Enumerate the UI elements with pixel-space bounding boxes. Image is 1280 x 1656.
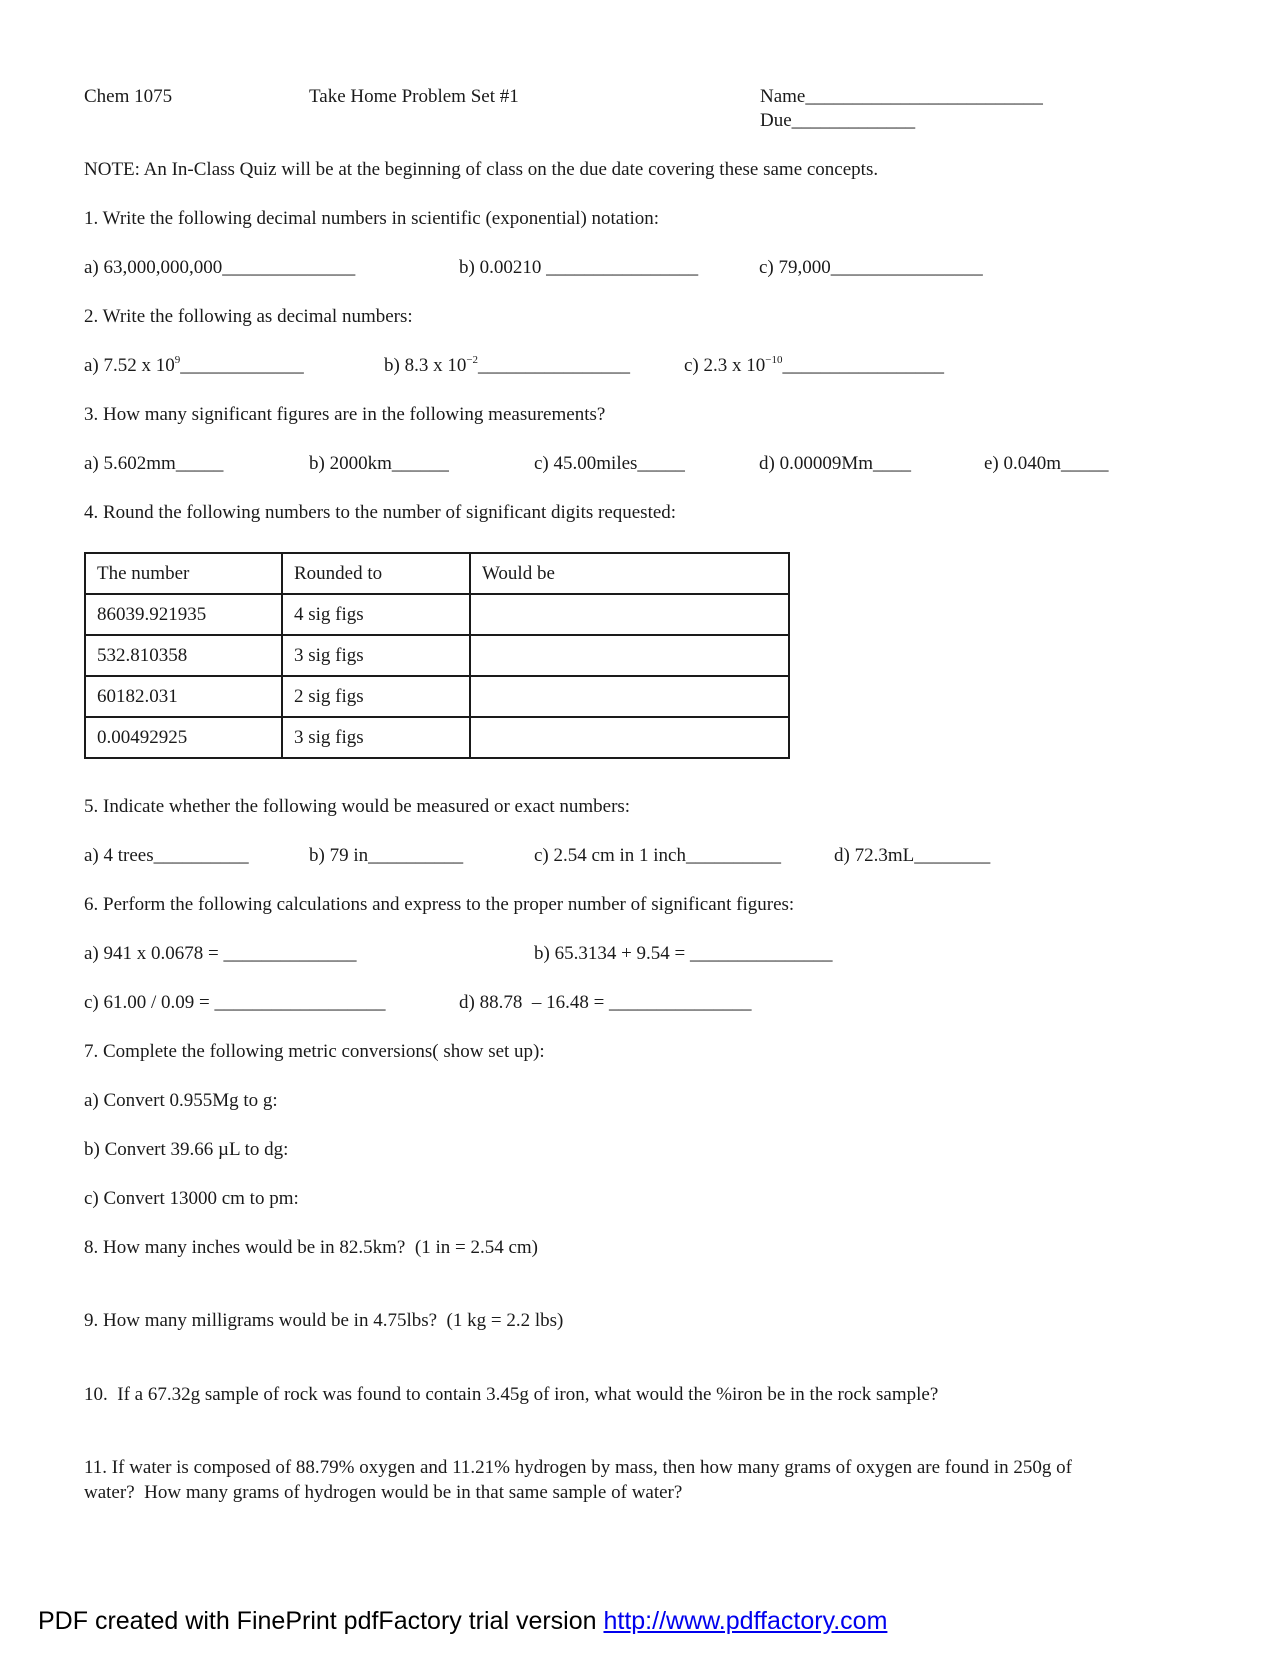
q2-b-exponent: −2 (466, 354, 479, 366)
q5-prompt: 5. Indicate whether the following would be measured or exact numbers: (84, 796, 631, 817)
q5-item-c: c) 2.54 cm in 1 inch__________ (534, 845, 781, 866)
q3-item-c: c) 45.00miles_____ (534, 453, 685, 474)
pdf-footer (38, 1606, 887, 1636)
table-cell-rounded: 2 sig figs (282, 676, 470, 717)
rounding-table (84, 552, 790, 759)
q3-item-b: b) 2000km______ (309, 453, 449, 474)
q7-item-c: c) Convert 13000 cm to pm: (84, 1188, 299, 1209)
table-cell-answer (470, 635, 789, 676)
due-field-label: Due_____________ (760, 110, 916, 131)
table-row (85, 594, 789, 635)
q2-c-base: c) 2.3 x 10 (684, 355, 766, 376)
q3-prompt: 3. How many significant figures are in the following measurements? (84, 404, 606, 425)
q2-b-base: b) 8.3 x 10 (384, 355, 467, 376)
q6-item-d: d) 88.78 – 16.48 = _______________ (459, 992, 752, 1013)
q3-item-a: a) 5.602mm_____ (84, 453, 224, 474)
document-title: Take Home Problem Set #1 (309, 86, 519, 107)
q6-item-b: b) 65.3134 + 9.54 = _______________ (534, 943, 833, 964)
q4-prompt: 4. Round the following numbers to the number of significant digits requested: (84, 502, 677, 523)
table-cell-rounded: 3 sig figs (282, 717, 470, 758)
table-cell-rounded: 3 sig figs (282, 635, 470, 676)
table-header-rounded: Rounded to (282, 553, 470, 594)
footer-text: PDF created with FinePrint pdfFactory trial version (38, 1607, 604, 1635)
table-cell-number: 532.810358 (85, 635, 282, 676)
q2-a-blank: _____________ (180, 355, 304, 376)
q2-a-base: a) 7.52 x 10 (84, 355, 175, 376)
q3-item-e: e) 0.040m_____ (984, 453, 1109, 474)
q3-item-d: d) 0.00009Mm____ (759, 453, 911, 474)
q11-prompt-line1: 11. If water is composed of 88.79% oxygen and 11.21% hydrogen by mass, then how many grams of oxygen are found in 250g of (84, 1457, 1072, 1478)
table-row (85, 717, 789, 758)
q8-prompt: 8. How many inches would be in 82.5km? (1 in = 2.54 cm) (84, 1237, 538, 1258)
q7-item-a: a) Convert 0.955Mg to g: (84, 1090, 278, 1111)
q1-prompt: 1. Write the following decimal numbers in scientific (exponential) notation: (84, 208, 660, 229)
table-header-would-be: Would be (470, 553, 789, 594)
name-field-label: Name_________________________ (760, 86, 1043, 107)
table-row (85, 635, 789, 676)
course-label: Chem 1075 (84, 86, 173, 107)
q6-item-a: a) 941 x 0.0678 = ______________ (84, 943, 357, 964)
table-cell-answer (470, 594, 789, 635)
q5-item-d: d) 72.3mL________ (834, 845, 991, 866)
q11-prompt-line2: water? How many grams of hydrogen would be in that same sample of water? (84, 1482, 683, 1503)
table-cell-answer (470, 676, 789, 717)
table-cell-rounded: 4 sig figs (282, 594, 470, 635)
q2-item-a (84, 355, 304, 377)
q1-item-b: b) 0.00210 ________________ (459, 257, 699, 278)
table-cell-number: 0.00492925 (85, 717, 282, 758)
quiz-note: NOTE: An In-Class Quiz will be at the beginning of class on the due date covering these same concepts. (84, 159, 879, 180)
table-header-row (85, 553, 789, 594)
q5-item-b: b) 79 in__________ (309, 845, 464, 866)
table-header-number: The number (85, 553, 282, 594)
q2-c-exponent: −10 (765, 354, 783, 366)
q2-prompt: 2. Write the following as decimal numbers: (84, 306, 413, 327)
q2-c-blank: _________________ (782, 355, 944, 376)
q2-a-exponent: 9 (174, 354, 181, 366)
q6-item-c: c) 61.00 / 0.09 = __________________ (84, 992, 386, 1013)
table-cell-number: 86039.921935 (85, 594, 282, 635)
q1-item-a: a) 63,000,000,000______________ (84, 257, 356, 278)
table-row (85, 676, 789, 717)
q7-prompt: 7. Complete the following metric conversions( show set up): (84, 1041, 545, 1062)
q2-item-b (384, 355, 630, 377)
table-cell-number: 60182.031 (85, 676, 282, 717)
q1-item-c: c) 79,000________________ (759, 257, 983, 278)
pdffactory-link[interactable]: http://www.pdffactory.com (603, 1607, 888, 1635)
q10-prompt: 10. If a 67.32g sample of rock was found to contain 3.45g of iron, what would the %iron be in the rock sample? (84, 1384, 939, 1405)
q7-item-b: b) Convert 39.66 µL to dg: (84, 1139, 289, 1160)
table-cell-answer (470, 717, 789, 758)
q5-item-a: a) 4 trees__________ (84, 845, 249, 866)
q9-prompt: 9. How many milligrams would be in 4.75lbs? (1 kg = 2.2 lbs) (84, 1310, 564, 1331)
q2-b-blank: ________________ (478, 355, 631, 376)
q6-prompt: 6. Perform the following calculations and express to the proper number of significant figures: (84, 894, 795, 915)
q2-item-c (684, 355, 944, 377)
